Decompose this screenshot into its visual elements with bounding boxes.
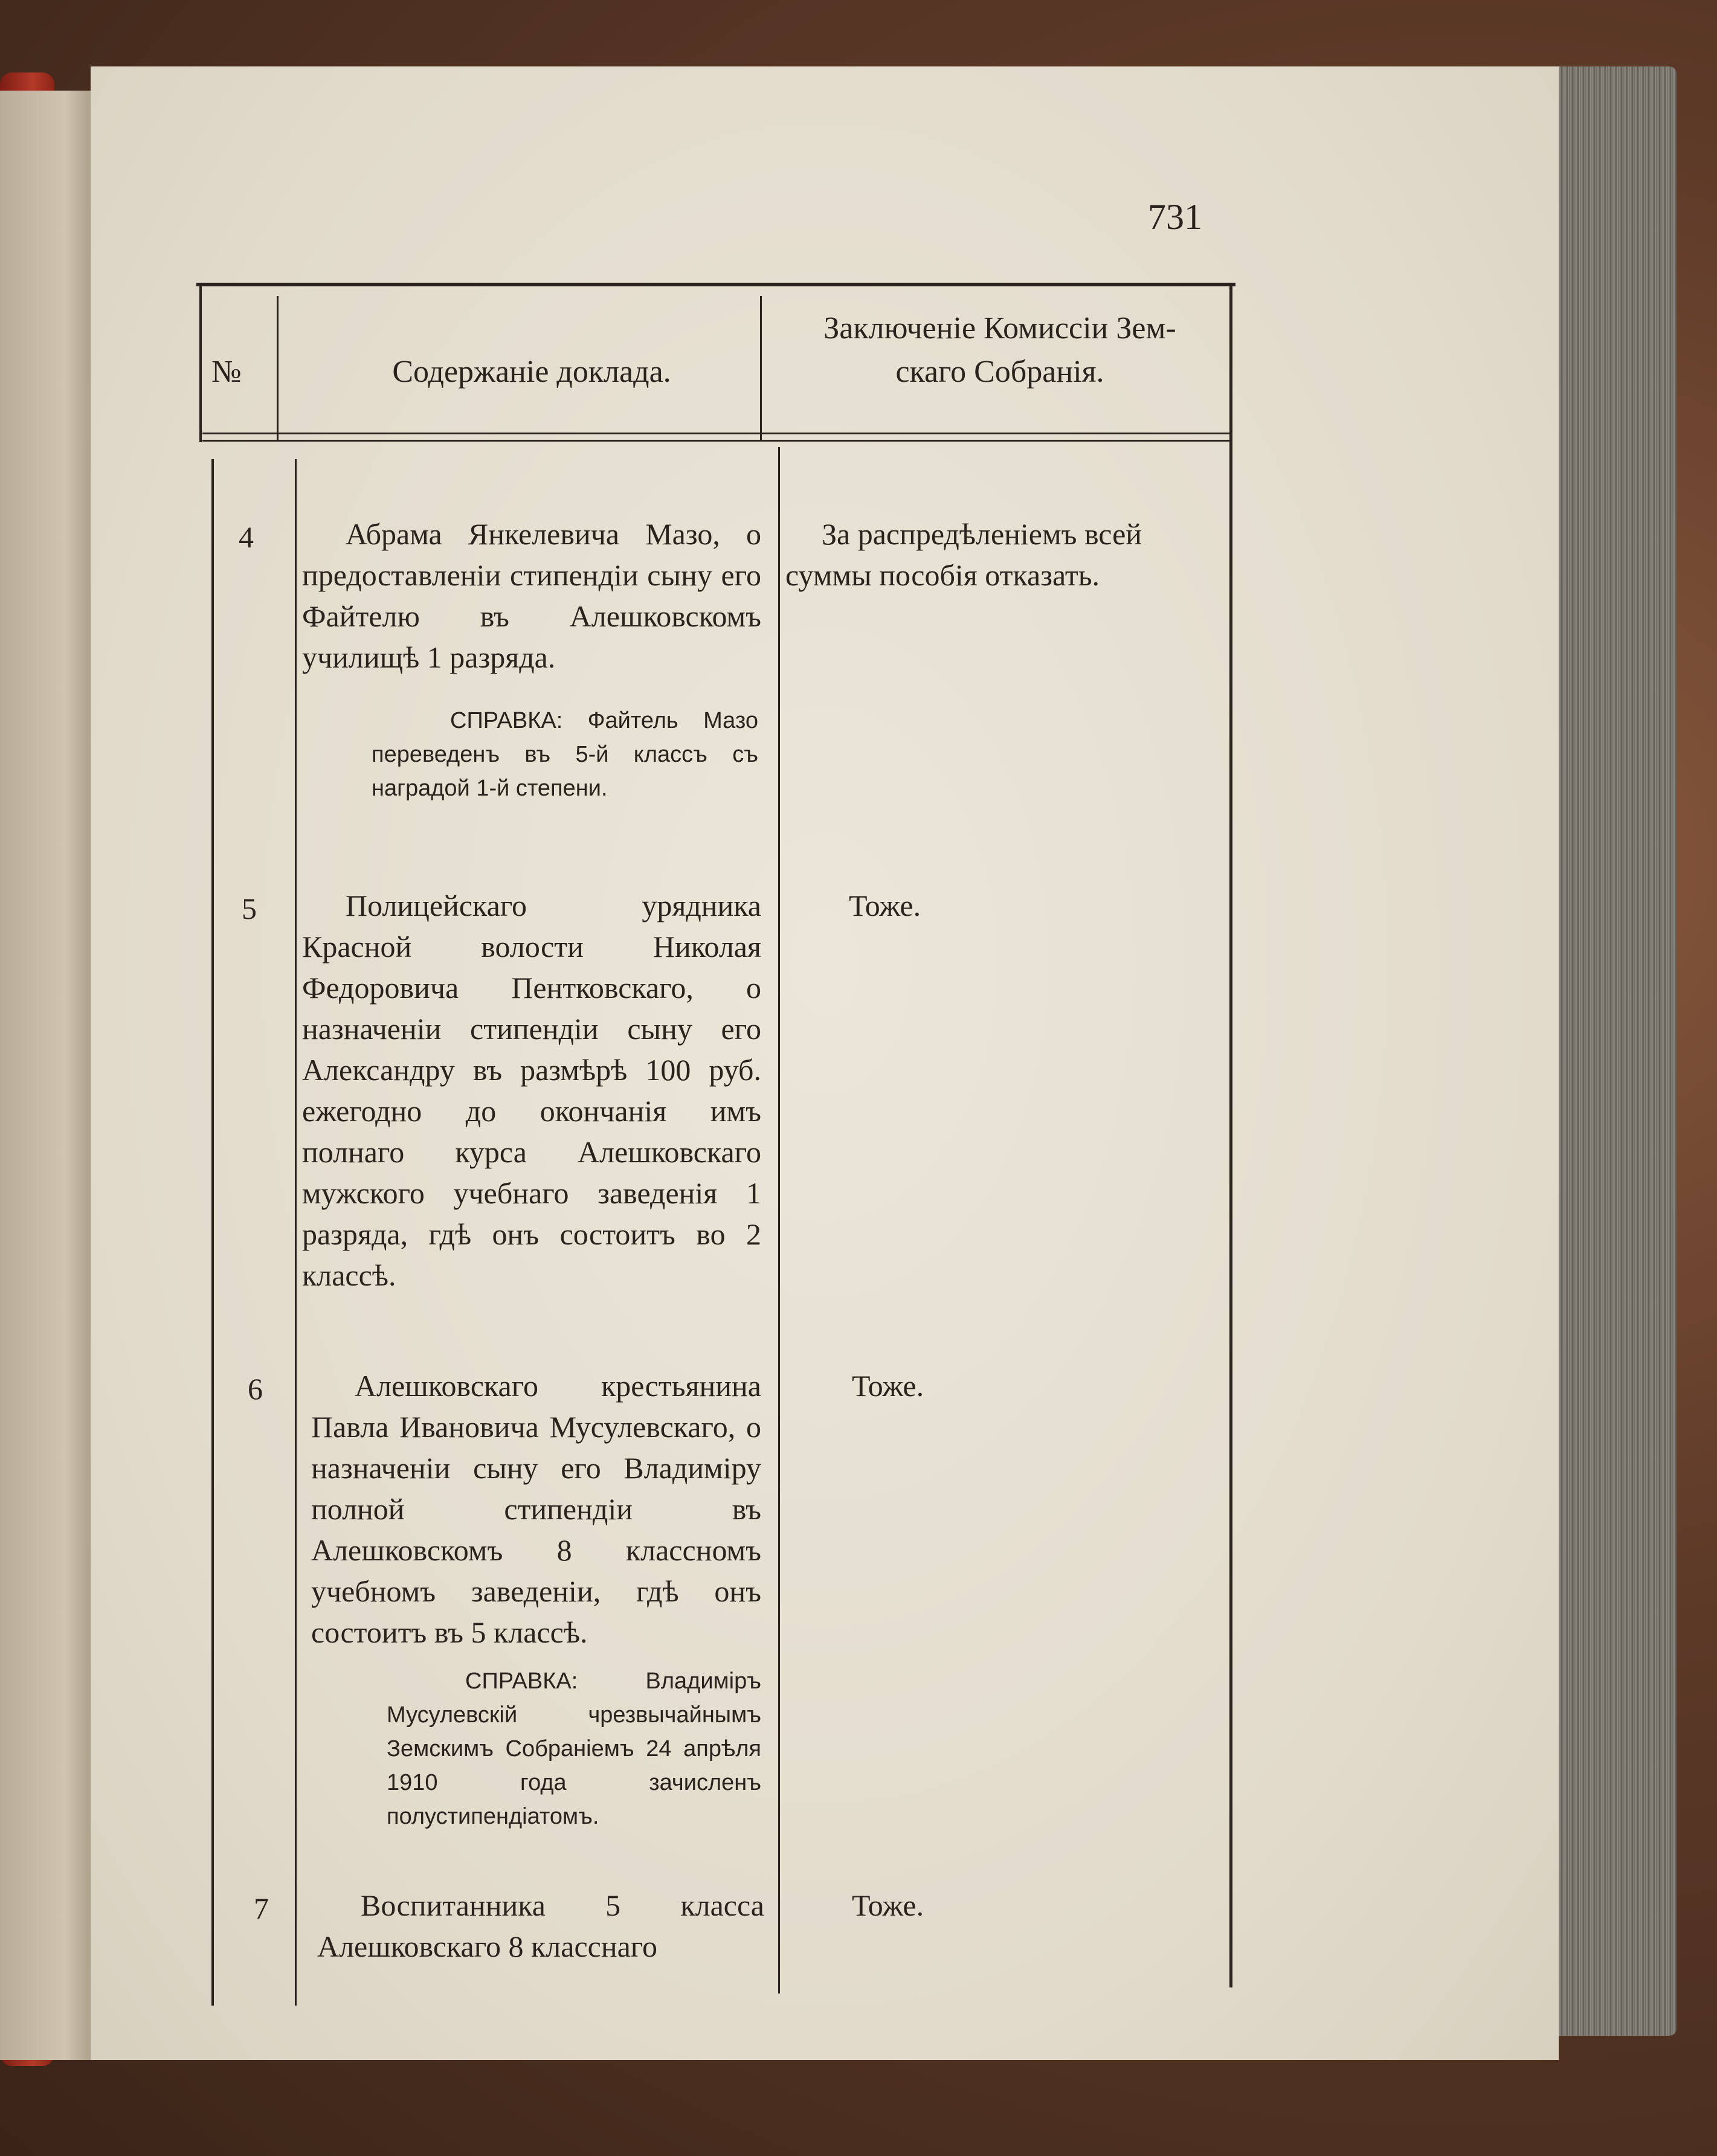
row-content xyxy=(311,1365,761,1653)
number-column-rule-body xyxy=(295,459,297,2006)
row-content xyxy=(302,885,761,1296)
header-number: № xyxy=(211,355,242,389)
row-note xyxy=(372,704,758,805)
row-number: 6 xyxy=(248,1372,263,1406)
row-number: 4 xyxy=(239,520,254,554)
row-conclusion xyxy=(785,513,1226,596)
left-border xyxy=(199,285,202,442)
row-note xyxy=(387,1664,761,1833)
header-conclusion-line1: Заключеніе Комиссіи Зем- xyxy=(823,311,1176,346)
row-content xyxy=(302,513,761,678)
left-page-edge xyxy=(0,91,94,2060)
row-note-text: СПРАВКА: Файтель Мазо переведенъ въ 5-й классъ съ наградой 1-й степени. xyxy=(372,708,758,801)
row-note-text: СПРАВКА: Владиміръ Мусулевскій чрезвычайнымъ Земскимъ Собраніемъ 24 апрѣля 1910 года зачисленъ полустипендіатомъ. xyxy=(387,1668,761,1829)
header-bottom-rule-2 xyxy=(202,440,1229,442)
content-column-rule-body xyxy=(778,447,780,1993)
row-content-text: Полицейскаго урядника Красной волости Николая Федоровича Пентковскаго, о назначеніи стипендіи сыну его Александру въ размѣрѣ 100 руб. ежегодно до окончанія имъ полнаго курса Алешковскаго мужского учебнаго заведенія 1 разряда, гдѣ онъ состоитъ во 2 классѣ. xyxy=(302,889,761,1292)
row-content-text: Воспитанника 5 класса Алешковскаго 8 класснаго xyxy=(317,1888,764,1963)
header-content: Содержаніе доклада. xyxy=(392,355,671,389)
row-conclusion-text: Тоже. xyxy=(849,889,921,922)
row-content xyxy=(317,1885,764,1967)
header-conclusion-line2: скаго Собранія. xyxy=(895,355,1104,389)
header-conclusion xyxy=(767,307,1232,394)
row-conclusion xyxy=(852,1365,924,1406)
left-border-body xyxy=(211,459,214,2006)
row-conclusion xyxy=(852,1885,924,1926)
row-content-text: Абрама Янкелевича Мазо, о предоставленіи стипендіи сыну его Файтелю въ Алешковскомъ училищѣ 1 разряда. xyxy=(302,517,761,674)
row-conclusion-text: За распредѣленіемъ всей суммы пособія отказать. xyxy=(785,517,1142,592)
row-conclusion-text: Тоже. xyxy=(852,1369,924,1403)
row-number: 7 xyxy=(254,1891,269,1925)
header-bottom-rule xyxy=(202,433,1229,434)
table-top-rule xyxy=(196,283,1235,286)
row-content-text: Алешковскаго крестьянина Павла Ивановича Мусулевскаго, о назначеніи сыну его Владиміру полной стипендіи въ Алешковскомъ 8 классномъ учебномъ заведеніи, гдѣ онъ состоитъ въ 5 классѣ. xyxy=(311,1369,761,1649)
row-conclusion-text: Тоже. xyxy=(852,1888,924,1922)
page-number: 731 xyxy=(1148,197,1202,237)
number-column-rule xyxy=(277,296,279,441)
row-number: 5 xyxy=(242,892,257,925)
row-conclusion xyxy=(849,885,921,926)
right-border xyxy=(1229,284,1232,1987)
